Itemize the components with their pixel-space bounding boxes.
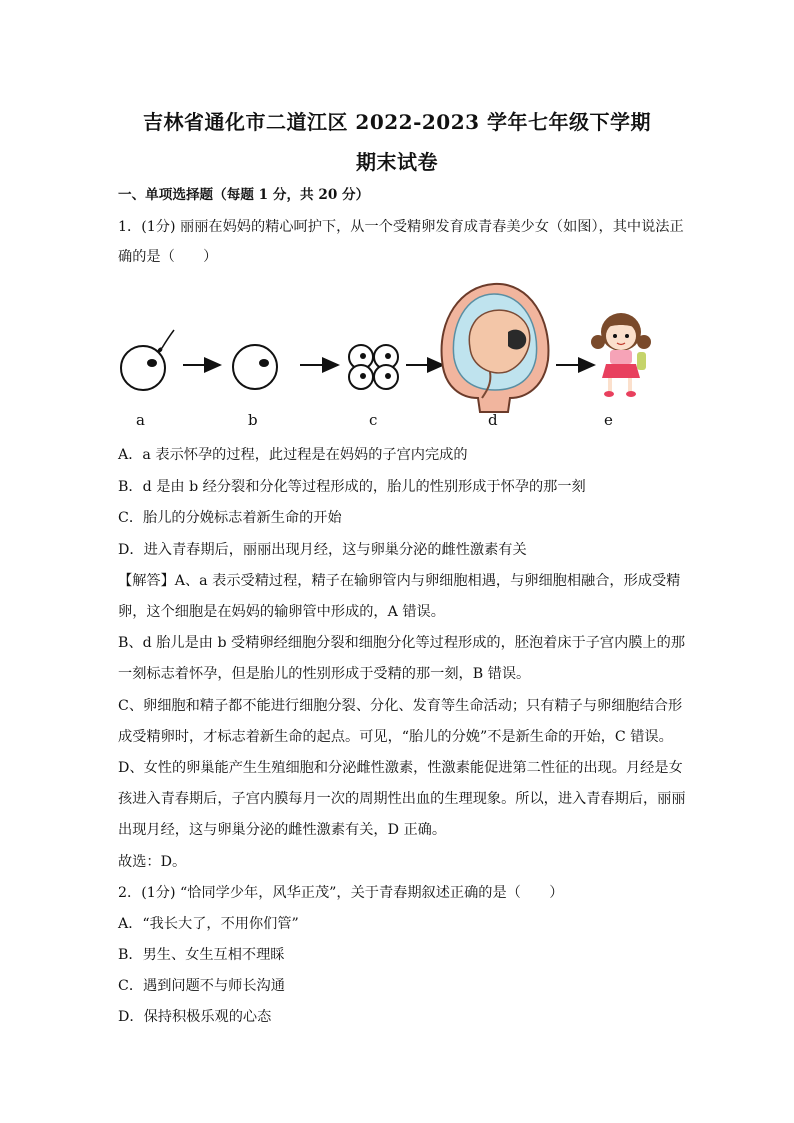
- q2-option-d: D．保持积极乐观的心态: [118, 1009, 272, 1025]
- q2-option-c: C．遇到问题不与师长沟通: [118, 978, 285, 994]
- section-heading: 一、单项选择题（每题 1 分，共 20 分）: [118, 187, 370, 203]
- exam-title: 吉林省通化市二道江区 2022-2023 学年七年级下学期: [142, 110, 652, 134]
- figure-label-e: e: [604, 411, 613, 429]
- q1-analysis-line: D、女性的卵巢能产生生殖细胞和分泌雌性激素，性激素能促进第二性征的出现。月经是女: [118, 760, 683, 776]
- stage-c-cell-division-icon: [349, 345, 398, 389]
- stage-b-zygote-icon: [233, 345, 277, 389]
- figure-label-a: a: [136, 411, 145, 429]
- q1-analysis-line: 出现月经，这与卵巢分泌的雌性激素有关，D 正确。: [118, 822, 447, 838]
- q1-option-d: D．进入青春期后，丽丽出现月经，这与卵巢分泌的雌性激素有关: [118, 542, 527, 558]
- q1-option-b: B．d 是由 b 经分裂和分化等过程形成的，胎儿的性别形成于怀孕的那一刻: [118, 479, 586, 495]
- q1-analysis-line: 成受精卵时，才标志着新生命的起点。可见，“胎儿的分娩”不是新生命的开始，C 错误。: [118, 729, 673, 745]
- q1-stem-line1: 1．(1分) 丽丽在妈妈的精心呵护下，从一个受精卵发育成青春美少女（如图），其中说法正: [118, 219, 684, 235]
- stage-d-fetus-in-uterus-icon: [442, 284, 549, 412]
- q1-answer: 故选：D。: [118, 854, 187, 870]
- q1-analysis-line: 【解答】A、a 表示受精过程，精子在输卵管内与卵细胞相遇，与卵细胞相融合，形成受精: [118, 573, 681, 589]
- q1-analysis-line: C、卵细胞和精子都不能进行细胞分裂、分化、发育等生命活动；只有精子与卵细胞结合形: [118, 698, 683, 714]
- q1-analysis-line: 一刻标志着怀孕，但是胎儿的性别形成于受精的那一刻，B 错误。: [118, 666, 531, 682]
- exam-subtitle: 期末试卷: [356, 150, 438, 174]
- figure-label-b: b: [248, 411, 258, 429]
- q2-option-b: B．男生、女生互相不理睬: [118, 947, 285, 963]
- q1-stem-line2: 确的是（ ）: [118, 249, 218, 265]
- q2-stem: 2．(1分) “恰同学少年，风华正茂”，关于青春期叙述正确的是（ ）: [118, 885, 564, 901]
- q1-analysis-line: 孩进入青春期后，子宫内膜每月一次的周期性出血的生理现象。所以，进入青春期后，丽丽: [118, 791, 686, 807]
- q1-analysis-line: B、d 胎儿是由 b 受精卵经细胞分裂和细胞分化等过程形成的，胚泡着床于子宫内膜上的那: [118, 635, 686, 651]
- q1-option-a: A．a 表示怀孕的过程，此过程是在妈妈的子宫内完成的: [118, 447, 468, 463]
- figure-label-d: d: [488, 411, 498, 429]
- stage-e-girl-icon: [591, 313, 651, 397]
- q2-option-a: A．“我长大了，不用你们管”: [118, 916, 299, 932]
- stage-a-fertilization-icon: [121, 330, 174, 390]
- figure-label-c: c: [369, 411, 378, 429]
- q1-analysis-line: 卵，这个细胞是在妈妈的输卵管中形成的，A 错误。: [118, 604, 445, 620]
- q1-option-c: C．胎儿的分娩标志着新生命的开始: [118, 510, 342, 526]
- development-figure: [110, 280, 670, 430]
